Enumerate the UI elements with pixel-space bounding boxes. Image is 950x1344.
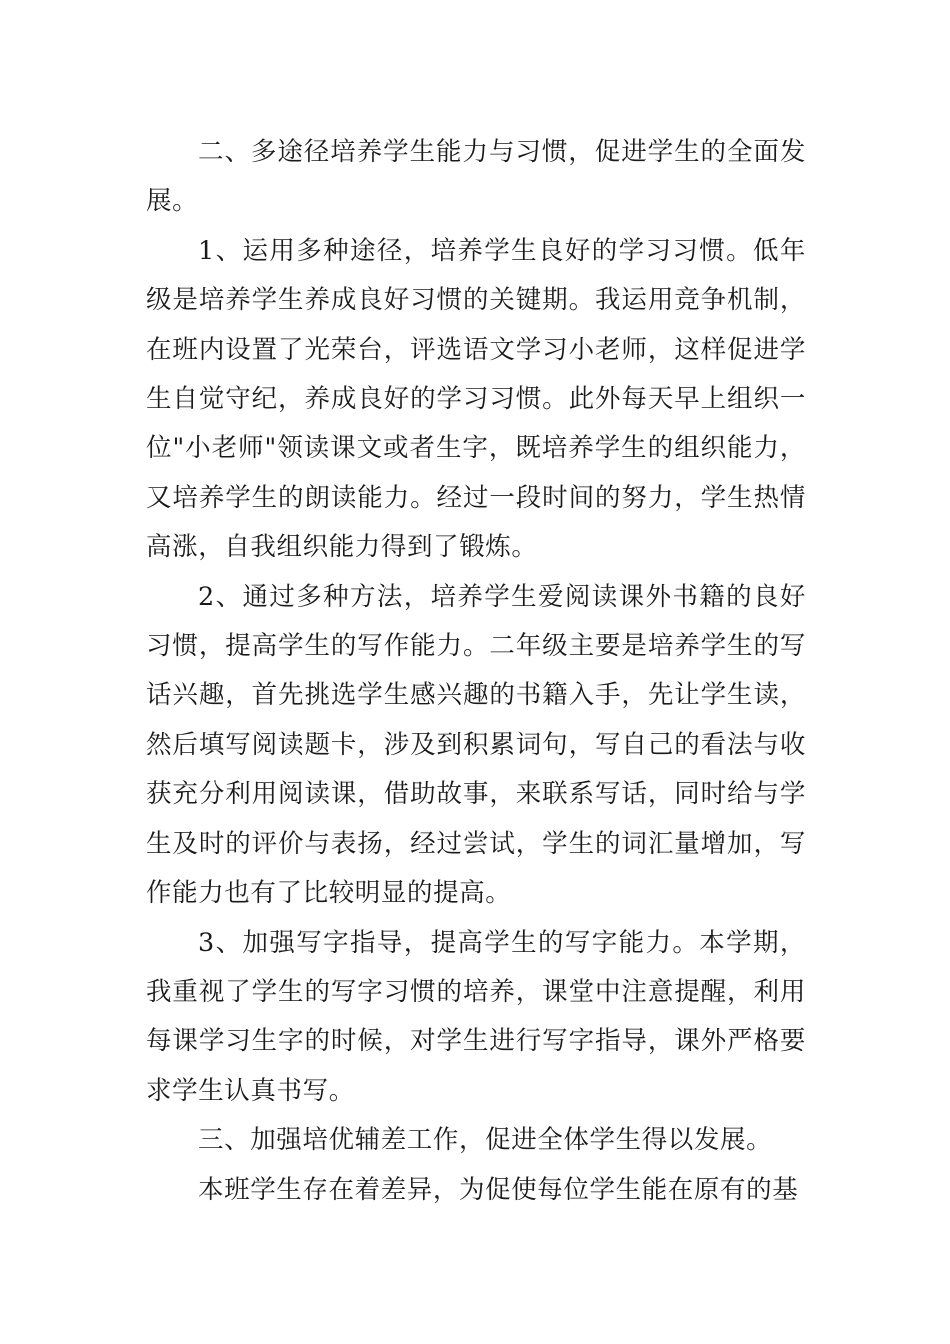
paragraph-item-2: 2、通过多种方法，培养学生爱阅读课外书籍的良好习惯，提高学生的写作能力。二年级主要是培养学生的写话兴趣，首先挑选学生感兴趣的书籍入手，先让学生读，然后填写阅读题卡，涉及到积累词句，写自己的看法与收获充分利用阅读课，借助故事，来联系写话，同时给与学生及时的评价与表扬，经过尝试，学生的词汇量增加，写作能力也有了比较明显的提高。 bbox=[146, 581, 806, 909]
document-body bbox=[146, 128, 806, 1215]
paragraph-item-3: 3、加强写字指导，提高学生的写字能力。本学期，我重视了学生的写字习惯的培养，课堂中注意提醒，利用每课学习生字的时候，对学生进行写字指导，课外严格要求学生认真书写。 bbox=[146, 927, 806, 1106]
section-heading-3: 三、加强培优辅差工作，促进全体学生得以发展。 bbox=[198, 1125, 773, 1156]
paragraph-item-1: 1、运用多种途径，培养学生良好的学习习惯。低年级是培养学生养成良好习惯的关键期。我运用竞争机制，在班内设置了光荣台，评选语文学习小老师，这样促进学生自觉守纪，养成良好的学习习惯。此外每天早上组织一位"小老师"领读课文或者生字，既培养学生的组织能力，又培养学生的朗读能力。经过一段时间的努力，学生热情高涨，自我组织能力得到了锻炼。 bbox=[146, 235, 806, 563]
section-heading-2: 二、多途径培养学生能力与习惯，促进学生的全面发展。 bbox=[146, 137, 806, 217]
paragraph-section-3-body: 本班学生存在着差异，为促使每位学生能在原有的基 bbox=[198, 1174, 799, 1205]
